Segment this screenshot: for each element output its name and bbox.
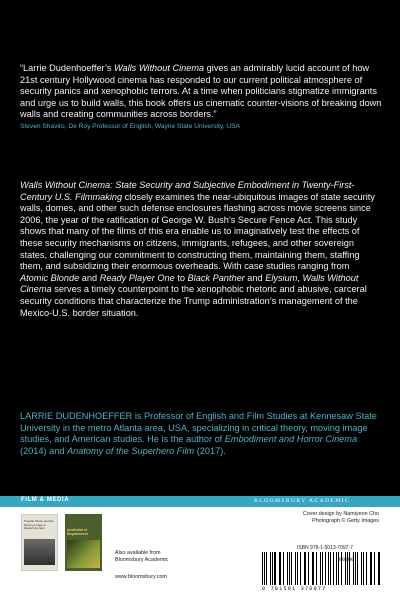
barcode-bar (262, 552, 263, 585)
barcode-bar (378, 552, 379, 585)
barcode-bar (379, 552, 380, 585)
description-text: closely examines the near-ubiquitous images of state security walls, domes, and other such defense enclosures flashing across movie screens since 2006, the year of the ratification of George W. Bush’s Secure Fence Act. This study shows that many of the films of this era enable us to imaginatively test the effects of these security mechanisms on citizens, immigrants, refugees, and other sovereign states, challenging our commitment to constructing them, maintaining them, staffing them, and subsidizing their enormous overheads. With case studies ranging from (20, 191, 375, 272)
related-book-cover (21, 514, 58, 571)
also-available-note (115, 550, 168, 564)
author-bio-text: LARRIE DUDENHOEFFER is Professor of English and Film Studies at Kennesaw State University in the metro Atlanta area, USA, specializing in critical theory, moving image studies, and American studies. He is the author of (20, 411, 377, 445)
barcode-bar (328, 552, 329, 585)
quote-text-start: “Larrie Dudenhoeffer’s (20, 63, 114, 73)
description-text: and (244, 272, 266, 283)
also-available-line: Also available from (115, 550, 161, 556)
barcode-bar (313, 552, 314, 585)
barcode-bar (320, 552, 321, 585)
author-bio-text: (2014) and (20, 445, 67, 456)
related-book-title: Popular Music and the Moving Image in Eastern Europe (24, 519, 54, 531)
barcode-bar (279, 552, 280, 585)
barcode-bar (333, 552, 334, 585)
barcode-bar (336, 552, 337, 585)
film-title: Black Panther (187, 272, 245, 283)
barcode-bar (305, 552, 306, 585)
barcode-bar (295, 552, 297, 585)
review-blurb (20, 63, 382, 131)
cover-credits (303, 511, 379, 525)
quote-book-title: Walls Without Cinema (113, 63, 205, 73)
film-title: Elysium (265, 272, 298, 283)
barcode-bar (280, 552, 281, 585)
barcode-bar (370, 552, 371, 585)
barcode (262, 552, 382, 585)
related-book-cover (65, 514, 102, 571)
publisher-website: www.bloomsbury.com (115, 574, 168, 580)
description-text: and (79, 272, 100, 283)
barcode-bar (322, 552, 323, 585)
barcode-bar (300, 552, 301, 585)
barcode-addon-number: 90000 (339, 557, 355, 563)
also-available-line: Bloomsbury Academic (115, 557, 169, 563)
barcode-bar (289, 552, 290, 585)
description-text: to (174, 272, 188, 283)
barcode-bar (308, 552, 309, 585)
description-book-title: Walls Without Cinema: State Security and Subjective Embodiment in Twenty-First-Century U.S. Filmmaking (20, 180, 355, 202)
film-title: Atomic Blonde (20, 272, 80, 283)
barcode-bar (283, 552, 284, 585)
category-band (0, 496, 400, 507)
photo-credit: Photograph © Getty Images (312, 518, 379, 524)
barcode-bar (325, 552, 326, 585)
cover-design-credit: Cover design by Namiyeon Cho (302, 511, 379, 517)
barcode-bar (291, 552, 292, 585)
barcode-bar (304, 552, 305, 585)
author-book-title: Embodiment and Horror Cinema (224, 434, 358, 445)
film-title: Walls Without Cinema (20, 272, 359, 295)
barcode-bar (374, 552, 375, 585)
footer-panel (0, 496, 400, 600)
barcode-bar (355, 552, 356, 585)
review-attribution: Steven Shaviro, De Roy Professor of English, Wayne State University, USA (20, 122, 240, 130)
description-text: , (297, 272, 303, 283)
barcode-bar (361, 552, 362, 585)
barcode-bar (270, 552, 271, 585)
barcode-number: 9 781501 370977 (262, 586, 327, 592)
barcode-bar (363, 552, 365, 585)
film-title: Ready Player One (99, 272, 175, 283)
barcode-bar (371, 552, 372, 585)
barcode-bar (297, 552, 298, 585)
barcode-bar (266, 552, 267, 585)
barcode-bar (366, 552, 367, 585)
barcode-bar (330, 552, 331, 585)
isbn-label: ISBN 978-1-5013-7097-7 (297, 545, 353, 551)
barcode-bar (264, 552, 265, 585)
barcode-bar (312, 552, 313, 585)
related-book-photo (67, 540, 100, 568)
barcode-bar (316, 552, 318, 585)
barcode-bar (287, 552, 288, 585)
barcode-bar (274, 552, 276, 585)
author-bio (20, 411, 380, 457)
author-book-title: Anatomy of the Superhero Film (67, 445, 195, 456)
related-book-photo (24, 539, 55, 565)
category-label: FILM & MEDIA (21, 497, 70, 503)
barcode-bar (357, 552, 358, 585)
book-description (20, 180, 380, 319)
quote-text-rest: gives an admirably lucid account of how 21st century Hollywood cinema has responded to our current political atmosphere of security panics and xenophobic terrors. At a time when politicians stigmatize immigrants and urge us to build walls, this book offers us cinematic counter-visions of breaking down walls and creating communities across borders.” (20, 63, 382, 120)
publisher-logo-text: BLOOMSBURY ACADEMIC (254, 497, 350, 504)
description-text: serves a timely counterpoint to the xenophobic rhetoric and abusive, carceral security conditions that characterize the Trump administration’s management of the Mexico-U.S. border situation. (20, 284, 367, 318)
related-book-title: Aesthetics of Displacement (67, 528, 88, 536)
footer-white-area (0, 507, 400, 600)
author-bio-text: (2017). (194, 445, 226, 456)
barcode-bar (272, 552, 273, 585)
review-quote (20, 63, 382, 121)
